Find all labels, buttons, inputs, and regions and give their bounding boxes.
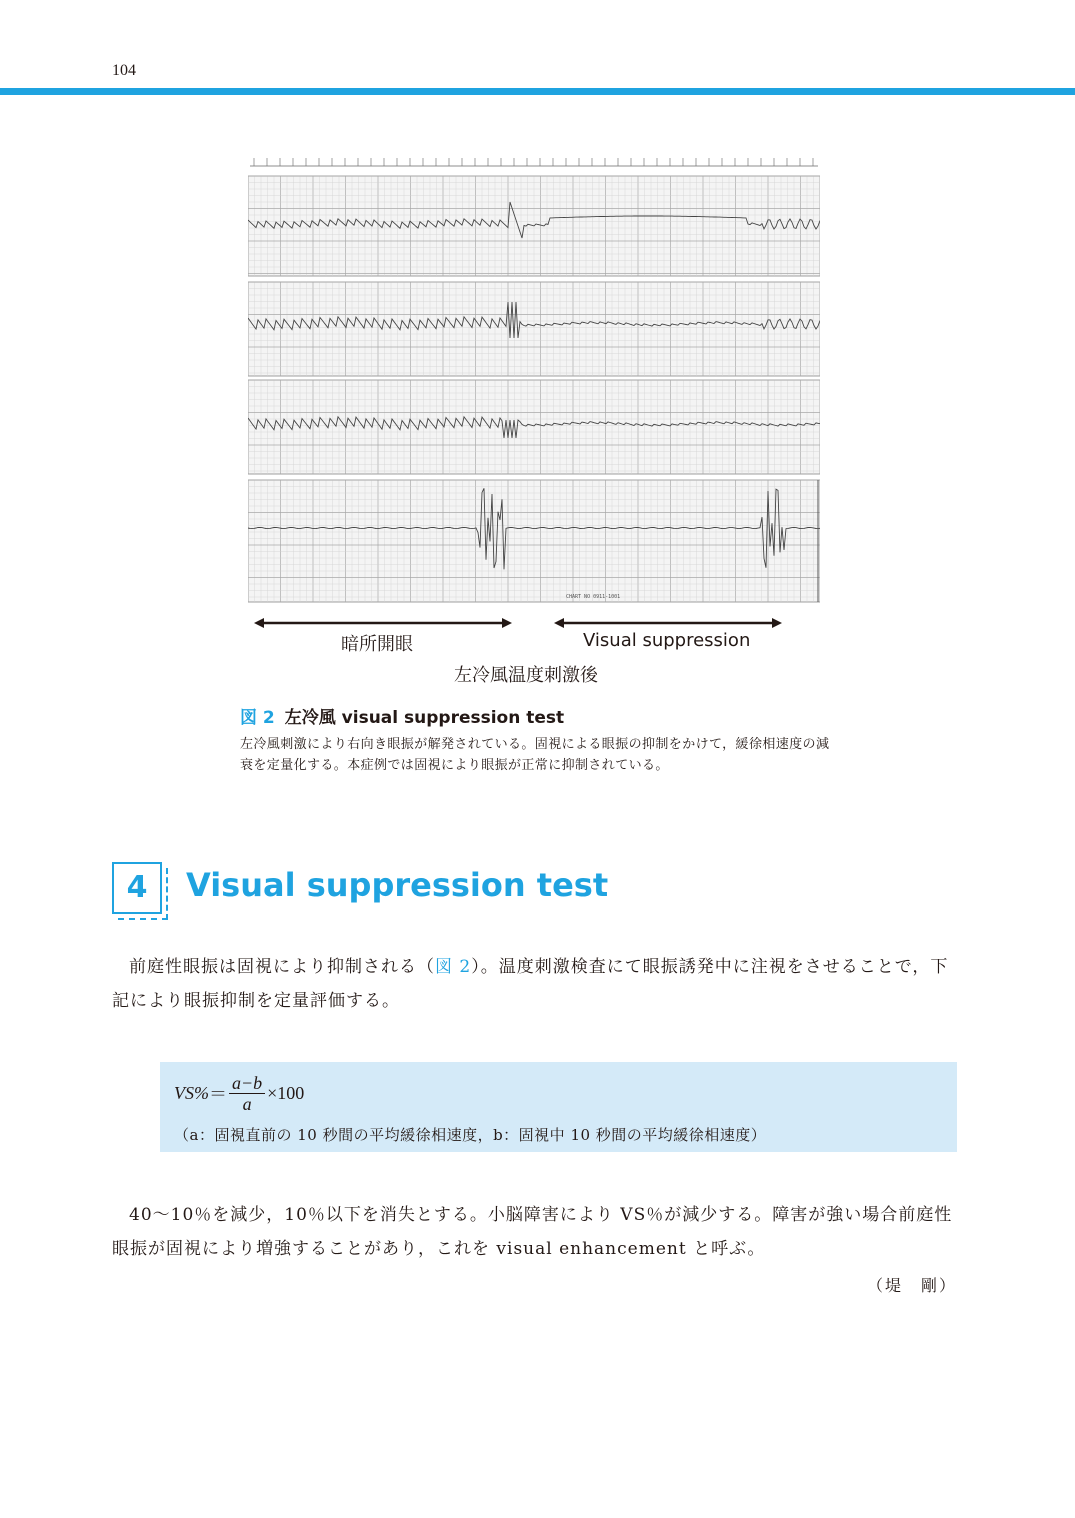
figure-number: 図 2 xyxy=(240,708,275,728)
section-number: 4 xyxy=(112,862,162,914)
eng-channel-3 xyxy=(248,380,820,474)
para1-text-a: 前庭性眼振は固視により抑制される（ xyxy=(129,957,435,977)
eng-channel-1 xyxy=(248,176,820,276)
caption-title xyxy=(240,703,840,728)
nystagmus-recording-figure xyxy=(248,154,820,604)
eng-channel-4 xyxy=(248,480,820,602)
formula-times: ×100 xyxy=(267,1082,305,1103)
section-title: Visual suppression test xyxy=(186,866,609,904)
vs-formula xyxy=(174,1070,304,1116)
formula-lhs: VS% xyxy=(174,1082,209,1103)
figure-reference[interactable]: 図 2 xyxy=(435,957,472,977)
caption-heading: 左冷風 visual suppression test xyxy=(284,708,565,728)
paragraph-intro xyxy=(112,950,960,1018)
timing-marks xyxy=(250,158,818,166)
label-caloric-stimulus: 左冷風温度刺激後 xyxy=(454,665,598,686)
formula-denominator: a xyxy=(242,1093,252,1114)
paragraph-interpretation: 40〜10％を減少，10％以下を消失とする。小脳障害により VS％が減少する。障害が強い場合前庭性眼振が固視により増強することがあり，これを visual enhancement と呼ぶ。 xyxy=(112,1205,953,1259)
formula-box xyxy=(160,1062,957,1152)
caption-text: 左冷風刺激により右向き眼振が解発されている。固視による眼振の抑制をかけて，緩徐相速度の減衰を定量化する。本症例では固視により眼振が正常に抑制されている。 xyxy=(240,737,830,773)
label-visual-suppression: Visual suppression xyxy=(583,630,751,651)
formula-numerator: a−b xyxy=(229,1073,265,1094)
author-signature: （堤 剛） xyxy=(866,1276,957,1295)
eng-channel-2 xyxy=(248,282,820,376)
formula-equals: ＝ xyxy=(209,1084,227,1104)
eng-recording-chart xyxy=(248,154,820,604)
label-dark-open-eyes: 暗所開眼 xyxy=(341,634,413,655)
header-rule xyxy=(0,88,1075,95)
page-number: 104 xyxy=(112,62,136,79)
chart-number: CHART NO 0911-1001 xyxy=(566,594,621,600)
formula-fraction xyxy=(229,1073,265,1114)
figure-caption xyxy=(240,703,840,776)
formula-note: （a：固視直前の 10 秒間の平均緩徐相速度，b：固視中 10 秒間の平均緩徐相速度） xyxy=(174,1126,767,1144)
para1-text-b: ）。温度刺激検査にて眼振誘発中に注視をさせることで，下記により眼振抑制を定量評価する。 xyxy=(112,957,949,1011)
